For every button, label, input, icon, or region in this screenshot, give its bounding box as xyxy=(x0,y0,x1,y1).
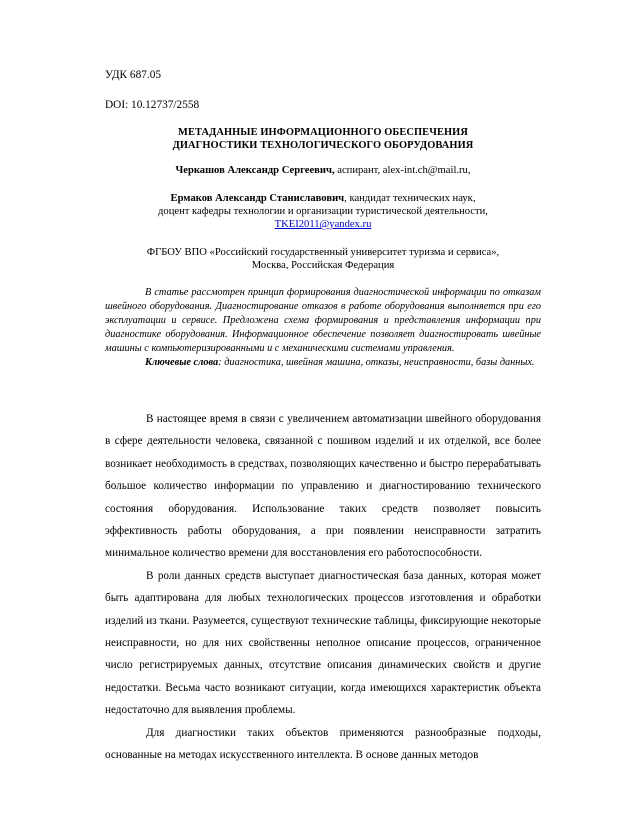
title-line-2: ДИАГНОСТИКИ ТЕХНОЛОГИЧЕСКОГО ОБОРУДОВАНИЯ xyxy=(172,140,474,151)
udk-code: УДК 687.05 xyxy=(105,69,161,81)
affiliation-line-2: Москва, Российская Федерация xyxy=(251,260,395,271)
affiliation-line-1: ФГБОУ ВПО «Российский государственный университет туризма и сервиса», xyxy=(146,247,500,258)
keywords-list: : диагностика, швейная машина, отказы, неисправности, базы данных. xyxy=(218,357,535,368)
paragraph-3: Для диагностики таких объектов применяются разнообразные подходы, основанные на методах искусственного интеллекта. В основе данных методов xyxy=(105,726,541,762)
author-2-email-link[interactable]: TKEI2011@yandex.ru xyxy=(274,219,372,230)
author-2-name: Ермаков Александр Станиславович xyxy=(170,193,345,204)
author-1-name: Черкашов Александр Сергеевич, xyxy=(175,165,335,176)
author-2-position: доцент кафедры технологии и организации туристической деятельности, xyxy=(158,206,488,217)
author-2 xyxy=(105,192,541,206)
paragraph-1: В настоящее время в связи с увеличением автоматизации швейного оборудования в сфере деятельности человека, связанной с пошивом изделий и их отделкой, все более возникает необходимость в средствах, позволяющих качественно и быстро перерабатывать большое количество информации по управлению и диагностированию технического состояния оборудования. Использование таких средств позволяет повысить эффективность работы оборудования, а при появлении неисправности затратить минимальное количество времени для восстановления его работоспособности. xyxy=(105,413,541,560)
author-1 xyxy=(105,164,541,178)
title-line-1: МЕТАДАННЫЕ ИНФОРМАЦИОННОГО ОБЕСПЕЧЕНИЯ xyxy=(178,127,468,138)
keywords xyxy=(105,356,541,370)
author-2-email-line xyxy=(105,218,541,232)
paragraph-2: В роли данных средств выступает диагностическая база данных, которая может быть адаптирована для любых технологических процессов изготовления и обработки изделий из ткани. Разумеется, существуют технические таблицы, фиксирующие некоторые неисправности, но для них свойственны неполное описание процессов, ограниченное число регистрируемых данных, отсутствие описания динамических свойств и другие недостатки. Весьма часто возникают ситуации, когда имеющихся характеристик объекта недостаточно для выявления проблемы. xyxy=(105,569,541,717)
keywords-label: Ключевые слова xyxy=(145,357,219,368)
author-2-info: , кандидат технических наук, xyxy=(344,193,476,204)
author-1-info: аспирант, alex-int.ch@mail.ru, xyxy=(334,165,471,176)
abstract xyxy=(105,286,541,370)
body-text xyxy=(105,408,541,767)
abstract-text: В статье рассмотрен принцип формирования диагностической информации по отказам швейного оборудования. Диагностирование отказов в работе оборудования выполняется при его эксплуатации и сервисе. Предложена схема формирования и представления информации при диагностике оборудования. Информационное обеспечение позволяет диагностировать швейные машины с компьютеризированными и с механическими системами управления. xyxy=(105,287,541,354)
doi: DOI: 10.12737/2558 xyxy=(105,99,200,111)
